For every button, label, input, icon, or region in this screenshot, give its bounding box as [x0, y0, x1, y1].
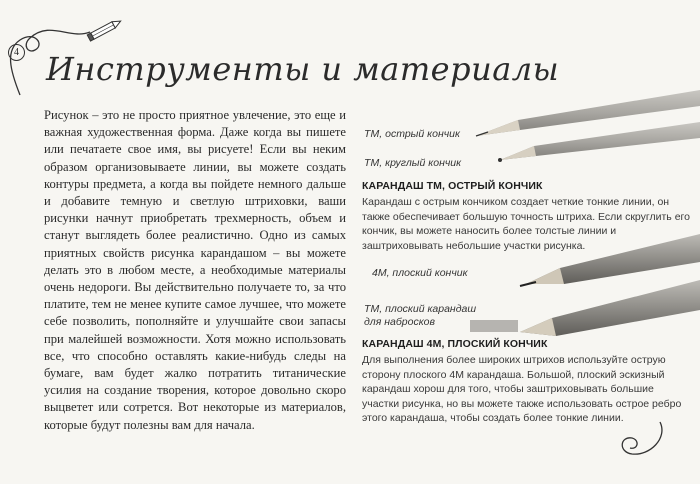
- section-text-tm: Карандаш с острым кончиком создает четкие тонкие линии, он также обеспечивает большую точность штриха. Если скруглить его кончик, вы можете наносить более толстые линии и заштриховывать небольшие участки рисунка.: [362, 196, 690, 252]
- caption-tm-flat-sketch-1: ТМ, плоский карандаш: [364, 303, 477, 315]
- caption-tm-sharp: ТМ, острый кончик: [364, 128, 460, 140]
- intro-paragraph: [44, 107, 346, 434]
- page-number: 4: [8, 44, 25, 61]
- section-heading-4m: КАРАНДАШ 4М, ПЛОСКИЙ КОНЧИК: [362, 338, 548, 350]
- section-text-4m: Для выполнения более широких штрихов используйте острую сторону плоского 4М карандаша. Большой, плоский эскизный карандаш хорош для того, чтобы заштриховывать большие участки рисунка, но вы можете также использовать острое ребро этого карандаша, чтобы создать более тонкие линии.: [362, 354, 682, 425]
- swirl-ornament-bottom: [610, 418, 670, 468]
- caption-tm-round: ТМ, круглый кончик: [364, 157, 462, 169]
- caption-4m-flat: 4М, плоский кончик: [372, 267, 468, 279]
- page-title: Инструменты и материалы: [46, 50, 560, 88]
- intro-text: Рисунок – это не просто приятное увлечение, это еще и важная художественная форма. Даже когда вы пишете или печатаете свое имя, вы рисуете! Если вы неким образом организовываете линии, вы можете создать контуры предмета, а когда вы пойдете немного дальше и добавите темную и светлую штриховки, ваши рисунки начнут приобретать трехмерность, объем и станут выглядеть более реалистично. Одно из самых приятных свойств рисунка карандашом – вы можете делать это в любом месте, а необходимые материалы очень недороги. Вы действительно получаете то, за что платите, тем не менее купите самое лучшее, что можете себе позволить, пополняйте и улучшайте свои запасы при малейшей возможности. Хотя можно использовать все, что способно оставлять какие-нибудь следы на бумаге, вам будет жалко потратить титанические усилия на создание творения, которое довольно скоро выцветет или сотрется. Вот некоторые из материалов, которые будут полезны вам для начала.: [44, 108, 346, 432]
- section-heading-tm: КАРАНДАШ ТМ, ОСТРЫЙ КОНЧИК: [362, 180, 543, 192]
- pencil-icon: [85, 16, 125, 44]
- caption-tm-flat-sketch-2: для набросков: [364, 316, 435, 328]
